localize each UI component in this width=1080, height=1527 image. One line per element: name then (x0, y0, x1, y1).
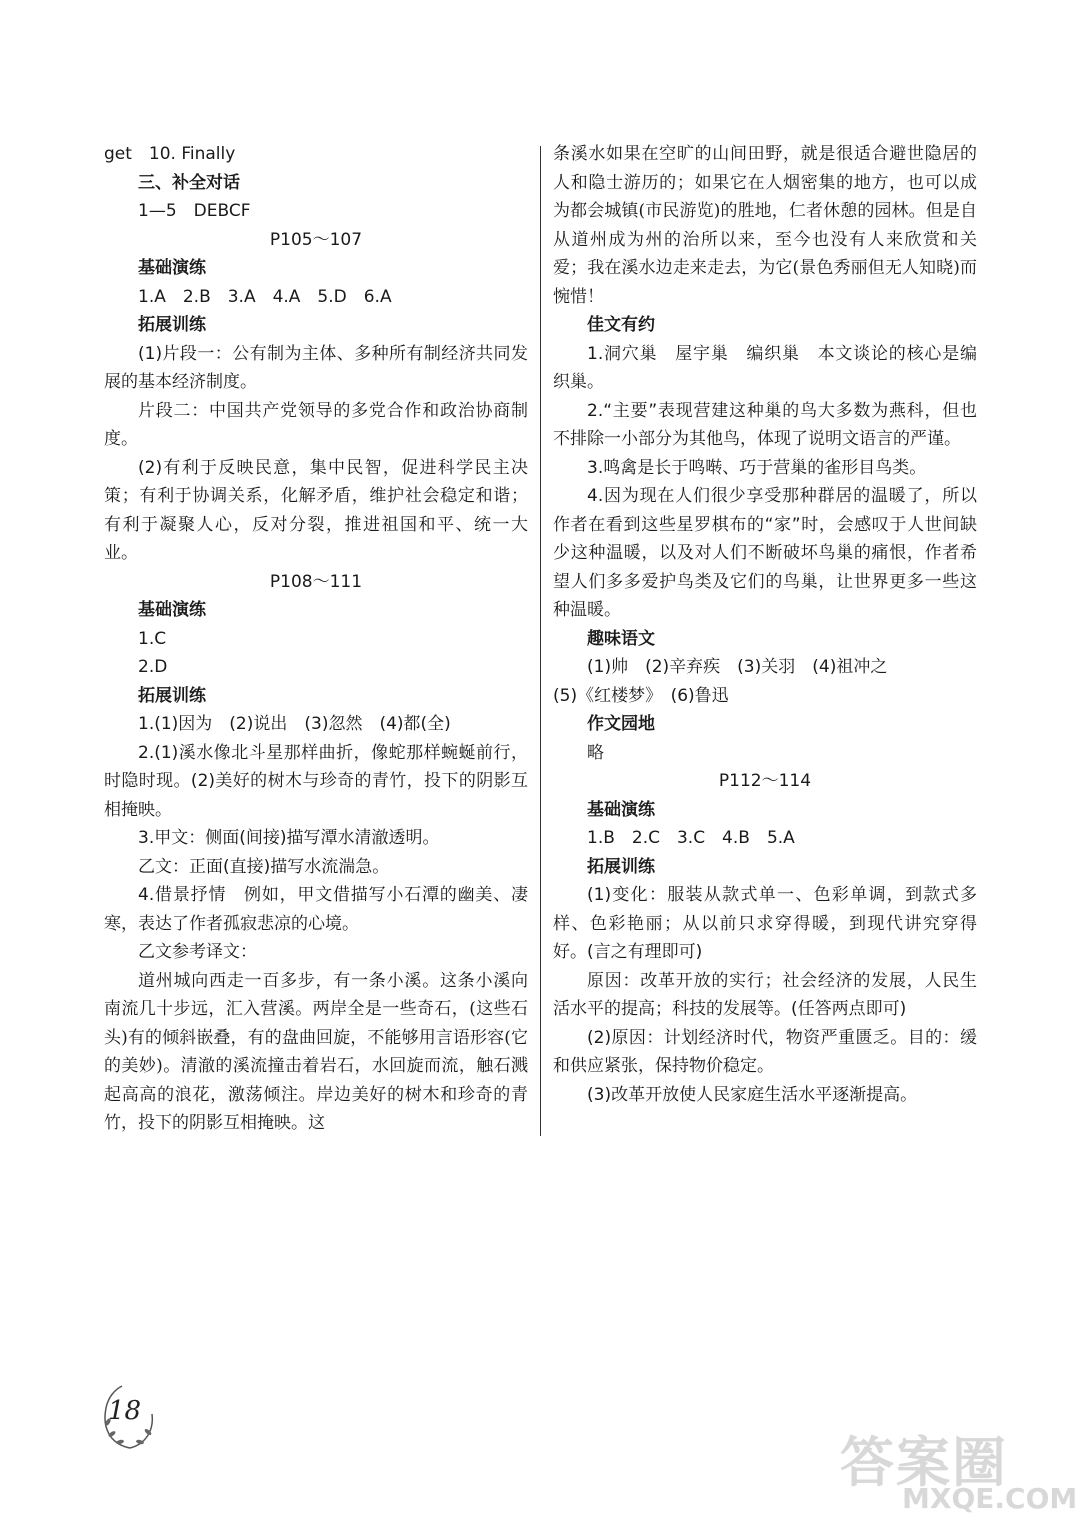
left-paragraph: (1)片段一：公有制为主体、多种所有制经济共同发展的基本经济制度。 (104, 343, 528, 392)
left-column (104, 140, 528, 1138)
right-paragraph: (1)变化：服装从款式单一、色彩单调，到款式多样、色彩艳丽；从以前只求穿得暖，到现代讲究穿得好。(言之有理即可) (553, 885, 977, 962)
left-paragraph: get 10. Finally (104, 144, 236, 164)
left-paragraph: (2)有利于反映民意，集中民智，促进科学民主决策；有利于协调关系，化解矛盾，维护社会稳定和谐；有利于凝聚人心，反对分裂，推进祖国和平、统一大业。 (104, 457, 528, 563)
watermark-en: MXQE.COM (902, 1482, 1078, 1515)
left-paragraph: 基础演练 (138, 258, 206, 278)
page-number: 18 (108, 1396, 142, 1426)
page-number-ornament (100, 1378, 160, 1458)
left-paragraph: 2.(1)溪水像北斗星那样曲折，像蛇那样蜿蜒前行，时隐时现。(2)美好的树木与珍奇的青竹，投下的阴影互相掩映。 (104, 742, 528, 820)
left-paragraph: 3.甲文：侧面(间接)描写潭水清澈透明。 (138, 828, 440, 848)
right-paragraph: (3)改革开放使人民家庭生活水平逐渐提高。 (587, 1084, 918, 1105)
left-paragraph: 乙文：正面(直接)描写水流湍急。 (138, 856, 390, 877)
left-paragraph: 1.A 2.B 3.A 4.A 5.D 6.A (138, 286, 392, 307)
left-paragraph: 片段二：中国共产党领导的多党合作和政治协商制度。 (104, 400, 528, 449)
left-paragraph: 1—5 DEBCF (138, 201, 251, 221)
right-paragraph: (2)原因：计划经济时代，物资严重匮乏。目的：缓和供应紧张，保持物价稳定。 (553, 1027, 977, 1076)
watermark-cn: 答案圈 (840, 1431, 1008, 1494)
right-column (553, 140, 977, 1109)
right-paragraph: 2.“主要”表现营建这种巢的鸟大多数为燕科，但也不排除一小部分为其他鸟，体现了说明文语言的严谨。 (553, 400, 977, 449)
left-paragraph: P108～111 (269, 571, 363, 592)
right-paragraph: (1)帅 (2)辛弃疾 (3)关羽 (4)祖冲之 (587, 657, 888, 677)
right-paragraph: 3.鸣禽是长于鸣啭、巧于营巢的雀形目鸟类。 (587, 457, 927, 478)
right-paragraph: 4.因为现在人们很少享受那种群居的温暖了，所以作者在看到这些星罗棋布的“家”时，会感叹于人世间缺少这种温暖，以及对人们不断破坏鸟巢的痛恨，作者希望人们多多爱护鸟类及它们的鸟巢，让世界更多一些这种温暖。 (553, 486, 977, 620)
right-paragraph: 略 (587, 742, 604, 763)
right-paragraph: P112～114 (718, 771, 812, 791)
left-paragraph: 三、补全对话 (138, 172, 240, 193)
left-paragraph: 道州城向西走一百多步，有一条小溪。这条小溪向南流几十步远，汇入营溪。两岸全是一些奇石，(这些石头)有的倾斜嵌叠，有的盘曲回旋，不能够用言语形容(它的美妙)。清澈的溪流撞击着岩石，水回旋而流，触石溅起高高的浪花，激荡倾注。岸边美好的树木和珍奇的青竹，投下的阴影互相掩映。这 (104, 970, 528, 1133)
left-paragraph: P105～107 (269, 229, 363, 250)
left-paragraph: 1.(1)因为 (2)说出 (3)忽然 (4)都(全) (138, 714, 451, 734)
right-paragraph: (5)《红楼梦》 (6)鲁迅 (553, 685, 729, 706)
right-paragraph: 趣味语文 (587, 628, 655, 649)
left-paragraph: 2.D (138, 657, 168, 677)
right-paragraph: 作文园地 (587, 714, 655, 734)
column-divider (540, 146, 541, 1136)
right-paragraph: 1.洞穴巢 屋宇巢 编织巢 本文谈论的核心是编织巢。 (553, 343, 977, 392)
right-paragraph: 佳文有约 (587, 315, 655, 335)
left-paragraph: 基础演练 (138, 600, 206, 620)
left-paragraph: 拓展训练 (138, 315, 206, 335)
left-paragraph: 1.C (138, 628, 167, 649)
right-paragraph: 条溪水如果在空旷的山间田野，就是很适合避世隐居的人和隐士游历的；如果它在人烟密集的地方，也可以成为都会城镇(市民游览)的胜地，仁者休憩的园林。但是自从道州成为州的治所以来，至今也没有人来欣赏和关爱；我在溪水边走来走去，为它(景色秀丽但无人知晓)而惋惜！ (553, 144, 977, 307)
right-paragraph: 1.B 2.C 3.C 4.B 5.A (587, 828, 795, 848)
left-paragraph: 拓展训练 (138, 685, 206, 706)
right-paragraph: 拓展训练 (587, 856, 655, 877)
watermark-logo (840, 1420, 1078, 1520)
left-paragraph: 乙文参考译文： (138, 942, 257, 962)
right-paragraph: 原因：改革开放的实行；社会经济的发展，人民生活水平的提高；科技的发展等。(任答两点即可) (553, 970, 977, 1019)
left-paragraph: 4.借景抒情 例如，甲文借描写小石潭的幽美、凄寒，表达了作者孤寂悲凉的心境。 (104, 885, 528, 934)
right-paragraph: 基础演练 (587, 799, 655, 820)
